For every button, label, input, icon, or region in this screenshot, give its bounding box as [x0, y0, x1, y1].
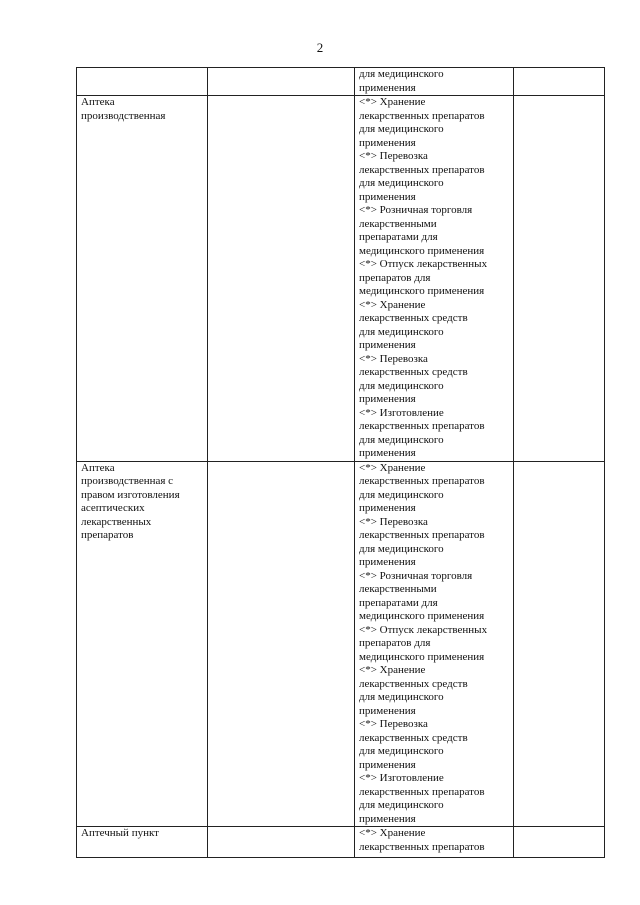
activities-cell [355, 461, 514, 827]
empty-cell [514, 461, 605, 827]
empty-cell [208, 461, 355, 827]
activity-item: <*> Отпуск лекарственных препаратов для медицинского применения [359, 623, 488, 663]
table-row [77, 68, 605, 96]
activity-item: <*> Хранение лекарственных препаратов для медицинского применения [359, 96, 485, 149]
empty-cell [514, 96, 605, 462]
activity-item: <*> Розничная торговля лекарственными препаратами для медицинского применения [359, 204, 485, 257]
empty-cell [514, 68, 605, 96]
activity-item: <*> Хранение лекарственных средств для медицинского применения [359, 664, 468, 717]
table-row [77, 827, 605, 858]
pharmacy-type-cell: Аптечный пункт [77, 827, 208, 858]
pharmacy-type-cell: Аптека производственная [77, 96, 208, 462]
activity-item: <*> Хранение лекарственных препаратов для медицинского применения [359, 461, 485, 514]
activity-item: <*> Отпуск лекарственных препаратов для медицинского применения [359, 258, 488, 297]
activity-item: <*> Перевозка лекарственных средств для медицинского применения [359, 352, 468, 405]
pharmacy-type-cell [77, 68, 208, 96]
activities-cell [355, 827, 514, 858]
activity-item: <*> Изготовление лекарственных препаратов для медицинского применения [359, 406, 485, 459]
license-table [76, 67, 605, 858]
pharmacy-type-cell: Аптека производственная с правом изготовления асептических лекарственных препаратов [77, 461, 208, 827]
table-row [77, 461, 605, 827]
page-number: 2 [316, 40, 324, 55]
empty-cell [514, 827, 605, 858]
empty-cell [208, 68, 355, 96]
activities-cell [355, 96, 514, 462]
activity-item: <*> Розничная торговля лекарственными препаратами для медицинского применения [359, 569, 485, 622]
activity-item: <*> Хранение лекарственных препаратов [359, 827, 485, 853]
activity-item: для медицинского применения [359, 68, 444, 94]
activity-item: <*> Хранение лекарственных средств для медицинского применения [359, 298, 468, 351]
empty-cell [208, 827, 355, 858]
activity-item: <*> Перевозка лекарственных препаратов для медицинского применения [359, 150, 485, 203]
empty-cell [208, 96, 355, 462]
activity-item: <*> Изготовление лекарственных препаратов для медицинского применения [359, 772, 485, 825]
activities-cell [355, 68, 514, 96]
table-row [77, 96, 605, 462]
activity-item: <*> Перевозка лекарственных препаратов для медицинского применения [359, 515, 485, 568]
activity-item: <*> Перевозка лекарственных средств для медицинского применения [359, 718, 468, 771]
